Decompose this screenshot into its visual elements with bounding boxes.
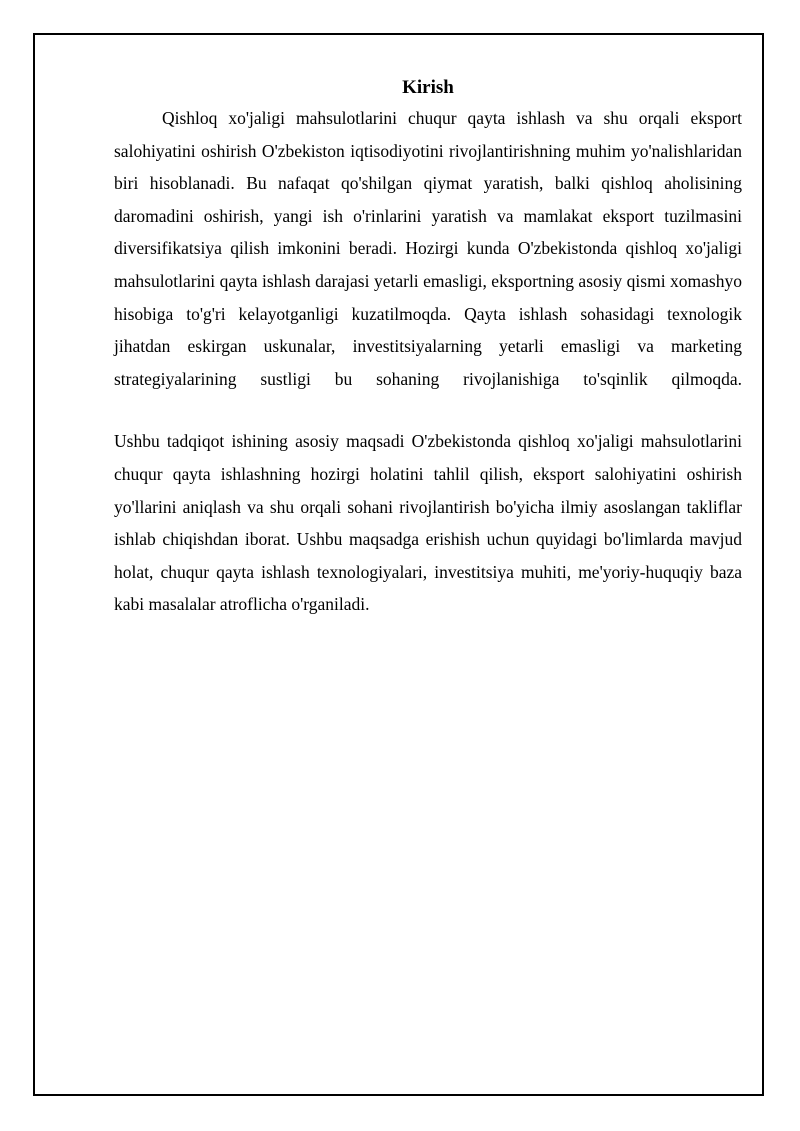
document-body <box>114 74 742 621</box>
section-heading: Kirish <box>402 77 454 98</box>
paragraph-introduction: Qishloq xo'jaligi mahsulotlarini chuqur qayta ishlash va shu orqali eksport salohiyatini oshirish O'zbekiston iqtisodiyotini rivojlantirishning muhim yo'nalishlaridan biri hisoblanadi. Bu nafaqat qo'shilgan qiymat yaratish, balki qishloq aholisining daromadini oshirish, yangi ish o'rinlarini yaratish va mamlakat eksport tuzilmasini diversifikatsiya qilish imkonini beradi. Hozirgi kunda O'zbekistonda qishloq xo'jaligi mahsulotlarini qayta ishlash darajasi yetarli emasligi, eksportning asosiy qismi xomashyo hisobiga to'g'ri kelayotganligi kuzatilmoqda. Qayta ishlash sohasidagi texnologik jihatdan eskirgan uskunalar, investitsiyalarning yetarli emasligi va marketing strategiyalarining sustligi bu sohaning rivojlanishiga to'sqinlik qilmoqda. <box>114 108 742 389</box>
paragraph-spacer <box>114 395 742 425</box>
paragraph-research-aim: Ushbu tadqiqot ishining asosiy maqsadi O'zbekistonda qishloq xo'jaligi mahsulotlarini chuqur qayta ishlashning hozirgi holatini tahlil qilish, eksport salohiyatini oshirish yo'llarini aniqlash va shu orqali sohani rivojlantirish bo'yicha ilmiy asoslangan takliflar ishlab chiqishdan iborat. Ushbu maqsadga erishish uchun quyidagi bo'limlarda mavjud holat, chuqur qayta ishlash texnologiyalari, investitsiya muhiti, me'yoriy-huquqiy baza kabi masalalar atroflicha o'rganiladi. <box>114 431 742 615</box>
